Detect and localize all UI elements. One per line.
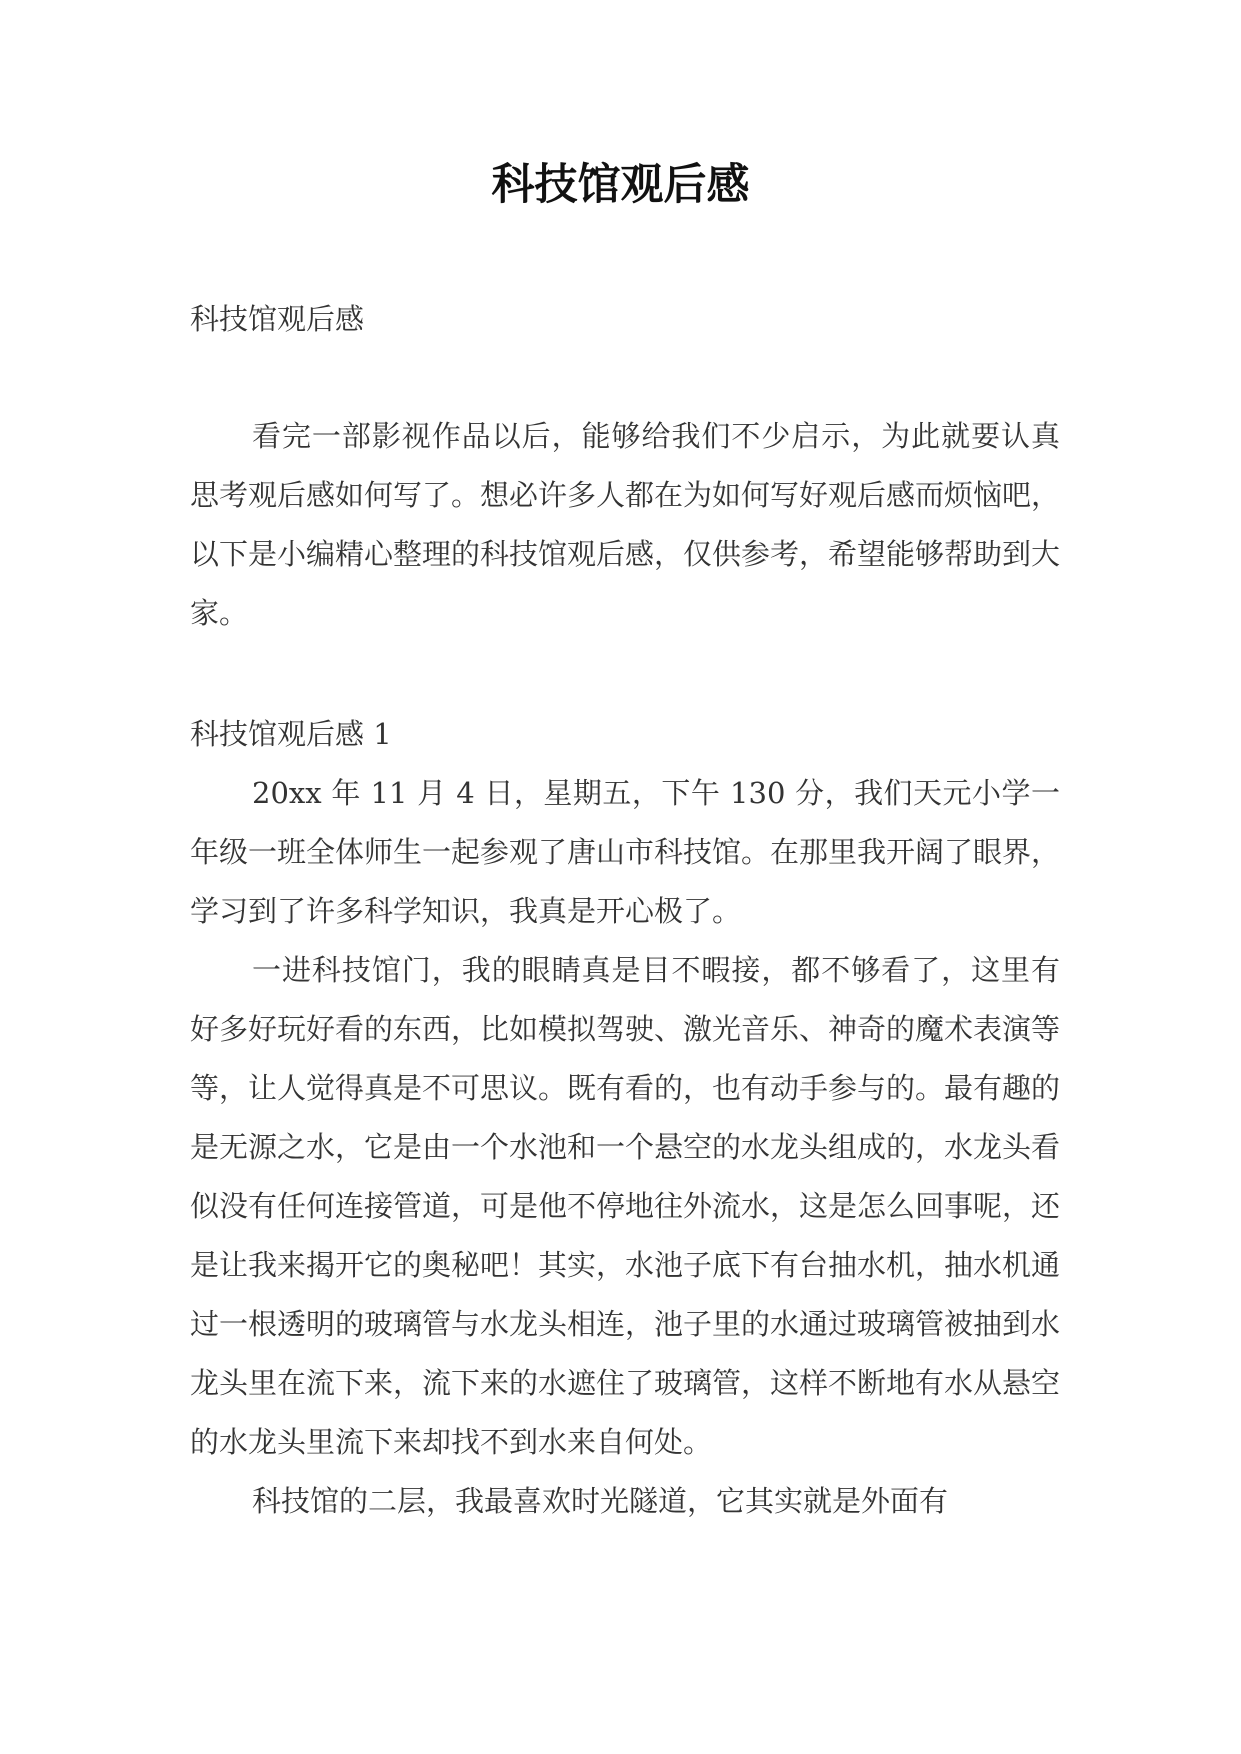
document-subtitle: 科技馆观后感	[190, 302, 365, 336]
body-paragraph: 20xx 年 11 月 4 日，星期五，下午 130 分，我们天元小学一年级一班全体师生一起参观了唐山市科技馆。在那里我开阔了眼界，学习到了许多科学知识，我真是开心极了。	[190, 776, 1061, 928]
document-body	[190, 290, 1060, 1531]
body-paragraph: 一进科技馆门，我的眼睛真是目不暇接，都不够看了，这里有好多好玩好看的东西，比如模拟驾驶、激光音乐、神奇的魔术表演等等，让人觉得真是不可思议。既有看的，也有动手参与的。最有趣的是无源之水，它是由一个水池和一个悬空的水龙头组成的，水龙头看似没有任何连接管道，可是他不停地往外流水，这是怎么回事呢，还是让我来揭开它的奥秘吧！其实，水池子底下有台抽水机，抽水机通过一根透明的玻璃管与水龙头相连，池子里的水通过玻璃管被抽到水龙头里在流下来，流下来的水遮住了玻璃管，这样不断地有水从悬空的水龙头里流下来却找不到水来自何处。	[190, 953, 1061, 1459]
intro-paragraph: 看完一部影视作品以后，能够给我们不少启示，为此就要认真思考观后感如何写了。想必许多人都在为如何写好观后感而烦恼吧，以下是小编精心整理的科技馆观后感，仅供参考，希望能够帮助到大家。	[190, 419, 1061, 630]
body-paragraph: 科技馆的二层，我最喜欢时光隧道，它其实就是外面有	[252, 1484, 949, 1518]
section-heading: 科技馆观后感 1	[190, 717, 392, 751]
document-title: 科技馆观后感	[491, 160, 750, 210]
